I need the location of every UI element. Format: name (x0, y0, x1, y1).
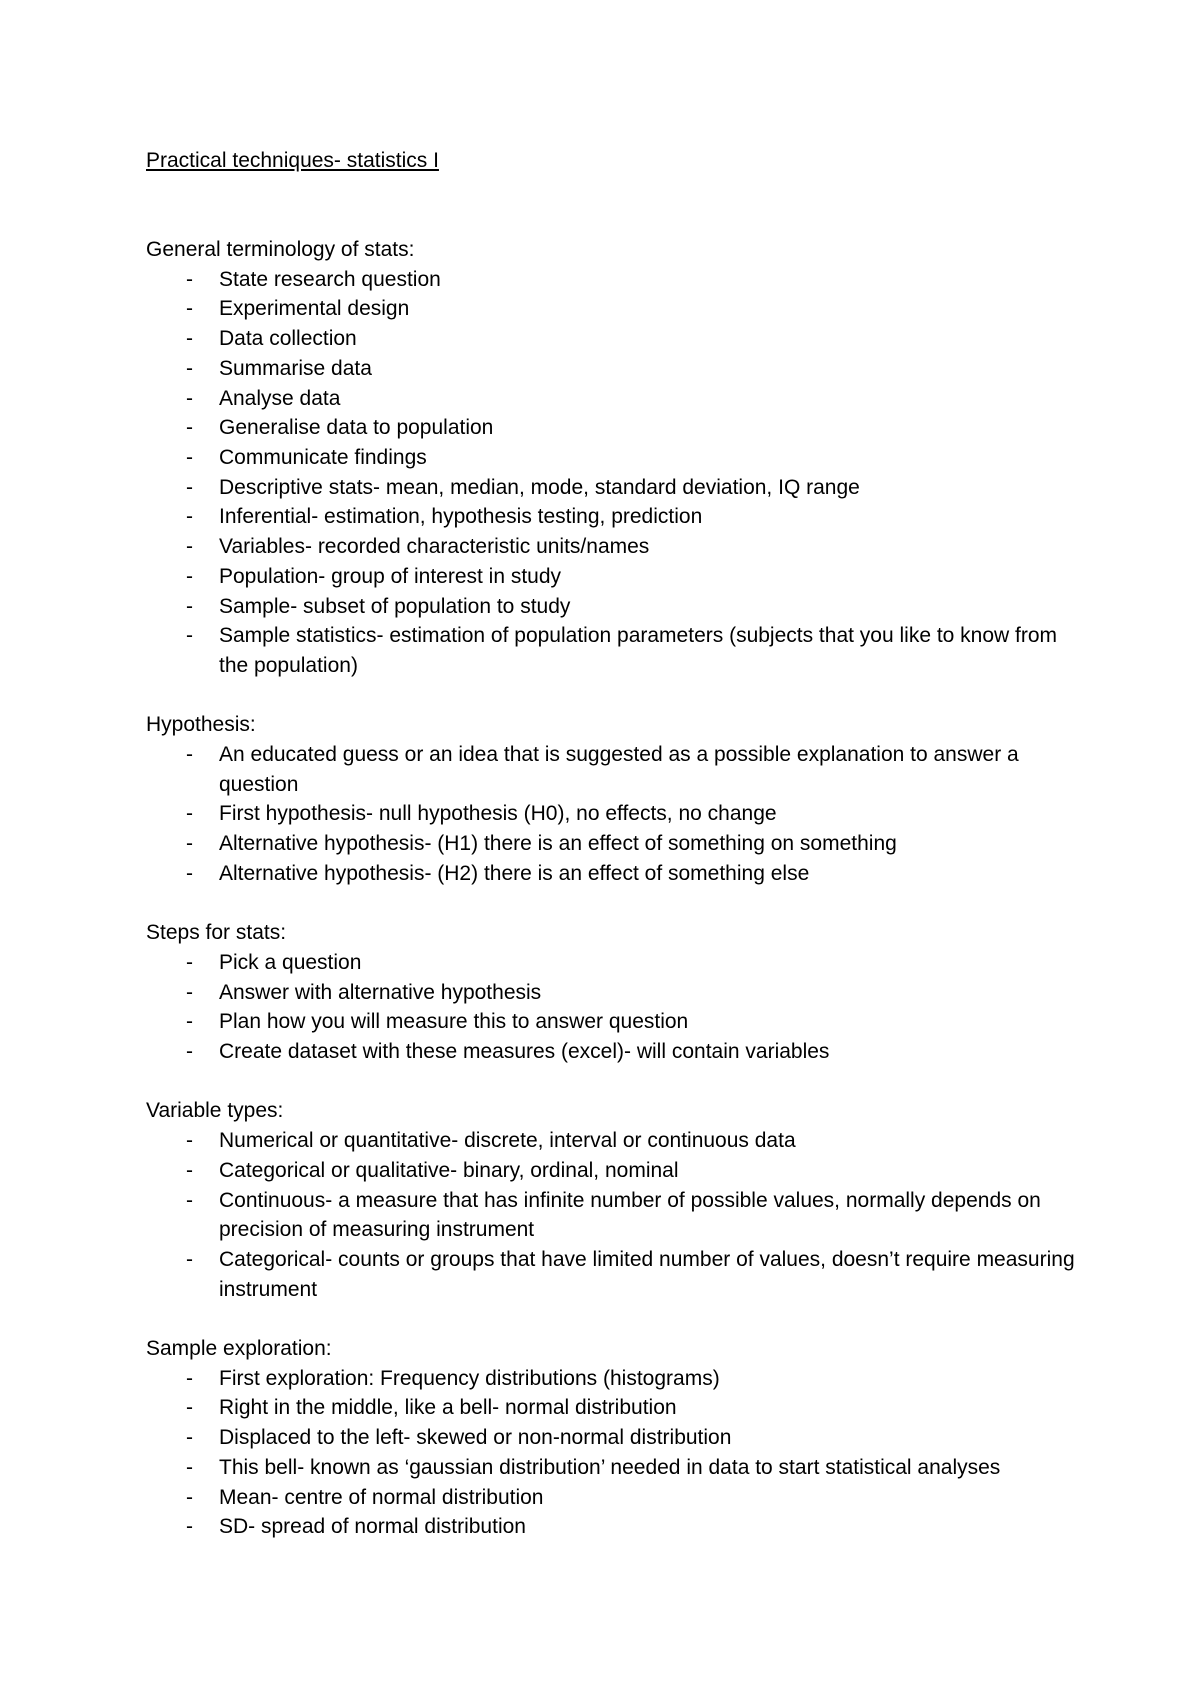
spacer (146, 889, 1086, 919)
bullet-list (146, 948, 1086, 1067)
list-item-text: Plan how you will measure this to answer question (219, 1010, 689, 1034)
bullet-dash: - (186, 386, 193, 410)
list-item (146, 948, 1086, 978)
bullet-dash: - (186, 1366, 193, 1390)
list-item (146, 354, 1086, 384)
bullet-list (146, 740, 1086, 889)
list-item (146, 592, 1086, 622)
list-item (146, 265, 1086, 295)
list-item-text: Mean- centre of normal distribution (219, 1485, 544, 1509)
list-item (146, 324, 1086, 354)
bullet-dash: - (186, 1396, 193, 1420)
list-item-text: Generalise data to population (219, 416, 494, 440)
bullet-list (146, 265, 1086, 681)
list-item (146, 740, 1086, 799)
list-item (146, 621, 1086, 680)
bullet-dash: - (186, 743, 193, 767)
section-steps-for-stats (146, 918, 1086, 1067)
section-heading: Steps for stats: (146, 921, 287, 945)
section-general-terminology (146, 235, 1086, 681)
list-item-text: Categorical- counts or groups that have limited number of values, doesn’t require measuring instrument (219, 1247, 1075, 1301)
list-item-text: An educated guess or an idea that is suggested as a possible explanation to answer a question (219, 743, 1019, 796)
document-title: Practical techniques- statistics I (146, 149, 439, 172)
list-item-text: First exploration: Frequency distributions (histograms) (219, 1366, 720, 1390)
section-heading: Sample exploration: (146, 1337, 332, 1361)
bullet-dash: - (186, 267, 193, 291)
bullet-dash: - (186, 980, 193, 1004)
list-item (146, 473, 1086, 503)
bullet-dash: - (186, 1426, 193, 1450)
bullet-dash: - (186, 446, 193, 469)
bullet-dash: - (186, 1515, 193, 1539)
list-item-text: Communicate findings (219, 446, 427, 469)
list-item-text: Sample- subset of population to study (219, 594, 571, 618)
list-item (146, 1126, 1086, 1156)
bullet-dash: - (186, 1188, 193, 1212)
list-item (146, 1037, 1086, 1067)
list-item (146, 443, 1086, 473)
list-item-text: SD- spread of normal distribution (219, 1515, 526, 1539)
bullet-dash: - (186, 1247, 193, 1271)
bullet-dash: - (186, 475, 193, 499)
bullet-dash: - (186, 1129, 193, 1153)
list-item (146, 384, 1086, 414)
list-item-text: Variables- recorded characteristic units/names (219, 535, 650, 559)
section-heading: Hypothesis: (146, 713, 256, 737)
list-item (146, 1393, 1086, 1423)
list-item-text: First hypothesis- null hypothesis (H0), no effects, no change (219, 802, 777, 826)
list-item (146, 1423, 1086, 1453)
spacer (146, 1067, 1086, 1097)
bullet-dash: - (186, 594, 193, 618)
list-item (146, 1512, 1086, 1542)
list-item (146, 1364, 1086, 1394)
list-item-text: Inferential- estimation, hypothesis testing, prediction (219, 505, 703, 529)
section-hypothesis (146, 710, 1086, 888)
list-item (146, 562, 1086, 592)
section-heading: Variable types: (146, 1099, 284, 1123)
bullet-dash: - (186, 1455, 193, 1479)
list-item (146, 294, 1086, 324)
bullet-dash: - (186, 505, 193, 529)
list-item-text: Summarise data (219, 356, 372, 380)
document-body (146, 146, 1086, 1542)
list-item-text: Alternative hypothesis- (H1) there is an effect of something on something (219, 832, 897, 856)
bullet-dash: - (186, 297, 193, 321)
spacer (146, 681, 1086, 711)
list-item (146, 829, 1086, 859)
bullet-dash: - (186, 1010, 193, 1034)
list-item-text: Data collection (219, 327, 357, 351)
bullet-dash: - (186, 356, 193, 380)
list-item-text: Categorical or qualitative- binary, ordinal, nominal (219, 1158, 679, 1182)
list-item-text: Analyse data (219, 386, 341, 410)
list-item (146, 413, 1086, 443)
spacer (146, 176, 1086, 235)
list-item (146, 1156, 1086, 1186)
list-item-text: Experimental design (219, 297, 410, 321)
section-variable-types (146, 1096, 1086, 1304)
section-heading: General terminology of stats: (146, 238, 415, 262)
bullet-dash: - (186, 1158, 193, 1182)
list-item-text: Pick a question (219, 950, 362, 974)
list-item-text: Right in the middle, like a bell- normal distribution (219, 1396, 677, 1420)
list-item (146, 799, 1086, 829)
bullet-list (146, 1364, 1086, 1542)
list-item (146, 1483, 1086, 1513)
list-item-text: This bell- known as ‘gaussian distribution’ needed in data to start statistical analyses (219, 1455, 1001, 1479)
list-item-text: Displaced to the left- skewed or non-normal distribution (219, 1426, 732, 1450)
bullet-dash: - (186, 327, 193, 351)
list-item-text: Population- group of interest in study (219, 564, 562, 588)
bullet-dash: - (186, 861, 193, 885)
bullet-dash: - (186, 535, 193, 559)
list-item-text: Numerical or quantitative- discrete, interval or continuous data (219, 1129, 796, 1153)
section-sample-exploration (146, 1334, 1086, 1542)
spacer (146, 1304, 1086, 1334)
bullet-dash: - (186, 832, 193, 856)
bullet-dash: - (186, 802, 193, 826)
list-item-text: Answer with alternative hypothesis (219, 980, 542, 1004)
list-item (146, 1186, 1086, 1245)
list-item-text: Continuous- a measure that has infinite number of possible values, normally depends on precision of measuring instrument (219, 1188, 1041, 1242)
list-item (146, 859, 1086, 889)
list-item (146, 1007, 1086, 1037)
bullet-dash: - (186, 416, 193, 440)
list-item (146, 532, 1086, 562)
list-item-text: State research question (219, 267, 441, 291)
list-item (146, 1453, 1086, 1483)
list-item-text: Sample statistics- estimation of population parameters (subjects that you like to know from the population) (219, 624, 1058, 677)
list-item-text: Create dataset with these measures (excel)- will contain variables (219, 1040, 830, 1064)
list-item (146, 1245, 1086, 1304)
list-item (146, 978, 1086, 1008)
bullet-dash: - (186, 624, 193, 648)
bullet-dash: - (186, 950, 193, 974)
list-item (146, 502, 1086, 532)
bullet-dash: - (186, 1040, 193, 1064)
bullet-dash: - (186, 1485, 193, 1509)
bullet-dash: - (186, 564, 193, 588)
list-item-text: Alternative hypothesis- (H2) there is an effect of something else (219, 861, 810, 885)
list-item-text: Descriptive stats- mean, median, mode, standard deviation, IQ range (219, 475, 860, 499)
bullet-list (146, 1126, 1086, 1304)
